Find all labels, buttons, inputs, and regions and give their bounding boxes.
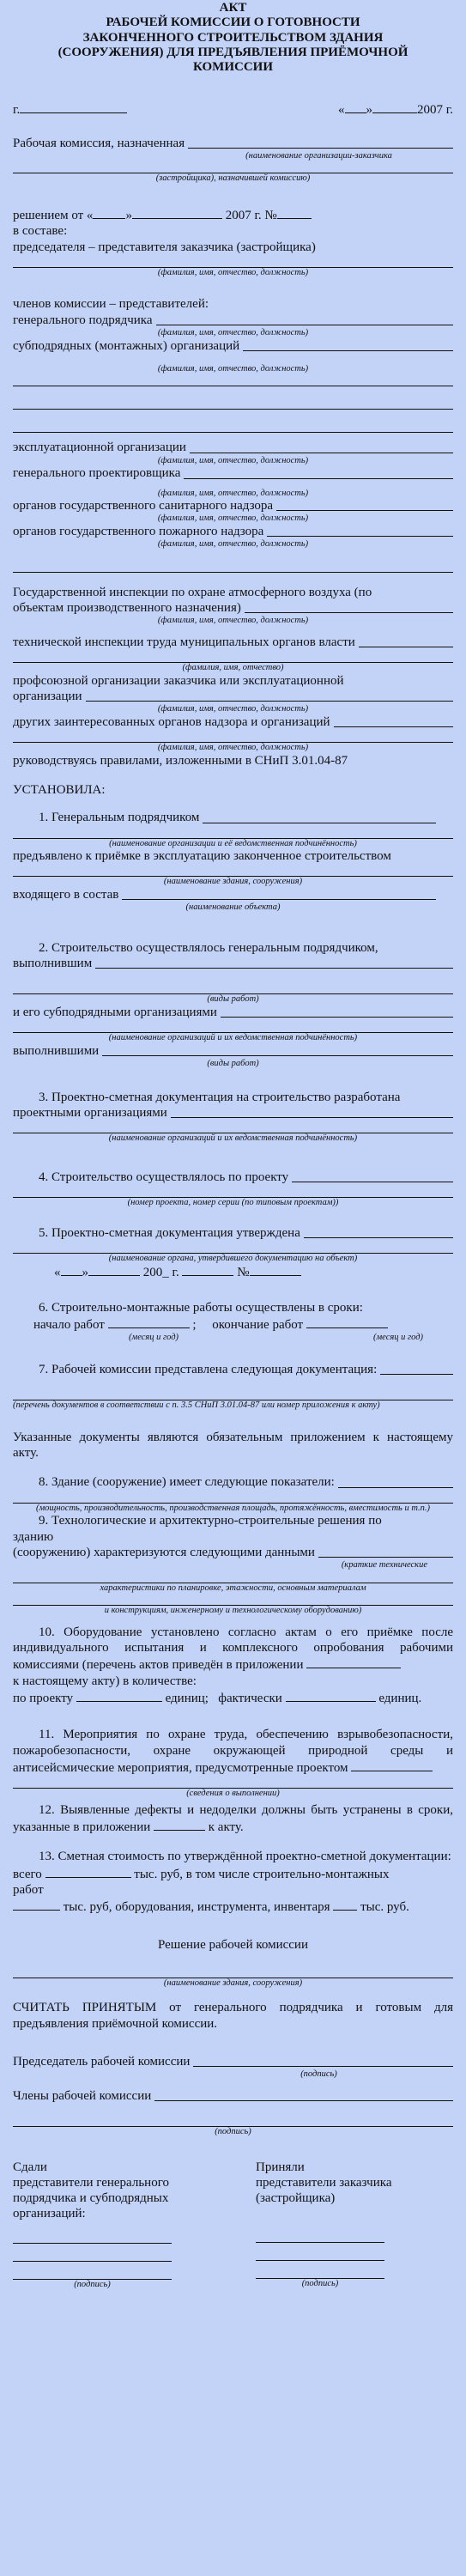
sanitary-label: органов государственного санитарного надзора [13,499,274,513]
p13-equipment: тыс. руб, оборудования, инструмента, инвентаря [63,1900,330,1915]
day-field[interactable] [345,100,366,113]
members-sign-field-2[interactable] [13,2114,453,2127]
hint-sign: (подпись) [300,2069,337,2080]
p5-date-row [13,1263,453,1280]
handed-title: Сдали [13,2160,47,2174]
p2-subs-label: и его субподрядными организациями [13,1005,217,1019]
p3-hint: (наименование организаций и их ведомственная подчинённость) [108,1133,358,1144]
decision-hint: (наименование здания, сооружения) [163,1978,303,1988]
other-field-2[interactable] [13,730,453,743]
labor-field[interactable] [359,635,453,647]
p1-field[interactable] [203,811,436,823]
p5-hint: (наименование органа, утвердившего документацию на объект) [108,1253,358,1263]
p5-day-field[interactable] [61,1263,82,1276]
p2-hint-works-2: (виды работ) [207,1059,259,1069]
p2-subs-row [13,1005,453,1020]
general-designer-label: генерального проектировщика [13,466,181,481]
operating-row [13,440,453,455]
p13-works: работ [13,1882,44,1897]
fire-row [13,524,453,539]
operating-label: эксплуатационной организации [13,440,186,455]
p11-field[interactable] [351,1759,433,1771]
p13-equipment-tail: тыс. руб. [360,1900,409,1915]
p2-works-field-2[interactable] [13,981,453,994]
chair-field[interactable] [13,255,453,268]
handed-text-1: представители генерального [13,2175,169,2190]
p1-label: 1. Генеральным подрядчиком [39,811,200,825]
p12-field[interactable] [154,1818,205,1831]
p8-field-2[interactable] [13,1491,453,1504]
p1-field-2[interactable] [13,826,453,839]
hint-org: (наименование организации-заказчика [245,150,392,161]
sanitary-field[interactable] [276,498,453,511]
p5-date-mid: » [82,1266,88,1280]
p9-hint2: характеристики по планировке, этажности, основным материалам [100,1583,366,1593]
decision-text: СЧИТАТЬ ПРИНЯТЫМ от генерального подрядчика и готовым для предъявления приёмочной комиссии. [13,2001,453,2031]
subcontractors-field-4[interactable] [13,420,453,433]
guided-text: руководствуясь правилами, изложенными в СНиП 3.01.04-87 [13,753,348,768]
p3-row [13,1105,453,1121]
handed-column [13,2160,210,2290]
members-sign-field[interactable] [154,2088,453,2101]
p4-row [13,1170,453,1185]
p1-text: предъявлено к приёмке в эксплуатацию законченное строительством [13,849,391,864]
p6-end-label: окончание работ [212,1318,304,1333]
members-sign-row [13,2088,453,2104]
hint-fio: (фамилия, имя, отчество, должность) [157,513,309,524]
chair-sign-field[interactable] [193,2054,453,2067]
labor-label: технической инспекции труда муниципальных органов власти [13,635,355,649]
p9-field-2[interactable] [13,1571,453,1583]
handed-text-3: организаций: [13,2207,86,2221]
atmosphere-label: объектам производственного назначения) [13,601,241,616]
atmosphere-row [13,600,453,616]
p1-hint2: (наименование здания, сооружения) [163,877,303,887]
city-field[interactable] [20,100,127,113]
p13-equipment-field[interactable] [333,1898,357,1911]
p12-text-content: 12. Выявленные дефекты и недоделки должны быть устранены в сроки, указанные в приложении [13,1802,453,1834]
p3-field-2[interactable] [13,1121,453,1133]
p9-text2: зданию [13,1529,54,1544]
hint-fio: (фамилия, имя, отчество, должность) [157,267,309,277]
accepted-sign-3[interactable] [256,2266,384,2279]
p1-hint3: (наименование объекта) [185,902,281,913]
hint-fio: (фамилия, имя, отчество, должность) [157,455,309,465]
chair-sign-row [13,2054,453,2069]
p6-start-field[interactable] [108,1315,190,1328]
p6-hints [13,1333,453,1343]
general-contractor-label: генерального подрядчика [13,313,153,327]
sanitary-row [13,498,453,513]
p5-num-spacer[interactable] [182,1263,233,1276]
p2-subs-works-label: выполнившими [13,1043,100,1058]
p4-hint: (номер проекта, номер серии (по типовым проектам)) [127,1198,339,1208]
p10-text-content: 10. Оборудование установлено согласно актам о его приёмке после индивидуального испытания и комплексного опробования рабочими комиссиями (перечень актов приведён в приложении [13,1625,453,1673]
handed-sign-2[interactable] [13,2249,172,2262]
p10-text [13,1625,453,1674]
accepted-text-2: (застройщика) [256,2191,336,2206]
p10-actual-label: фактически [218,1691,282,1705]
members-sign-label: Члены рабочей комиссии [13,2088,152,2103]
p9-field-3[interactable] [13,1593,453,1606]
p2-text1: 2. Строительство осуществлялось генеральным подрядчиком, [39,940,378,955]
p5-no: № [237,1266,250,1280]
p5-month-field[interactable] [88,1263,140,1276]
hint-sign: (подпись) [215,2127,251,2137]
hint-approved: (застройщика), назначившей комиссию) [155,173,311,184]
accepted-title: Приняли [256,2160,305,2174]
p7-hint: (перечень документов в соответствии с п. 3.5 СНиП 3.01.04-87 или номер приложения к акту) [13,1400,380,1411]
decision-month-field[interactable] [132,206,222,219]
p2-hint-works: (виды работ) [207,994,259,1005]
union-row [13,689,453,704]
p6-hint-end: (месяц и год) [372,1333,423,1343]
general-designer-field[interactable] [184,466,453,479]
p6-start-label: начало работ [33,1318,105,1333]
p3-text1: 3. Проектно-сметная документация на строительство разработана [39,1090,401,1104]
p5-year: 200_ г. [142,1266,179,1280]
p13-works-field[interactable] [13,1898,60,1911]
p5-field-2[interactable] [13,1241,453,1254]
p10-units2: единиц. [378,1691,422,1705]
union-label: организации [13,690,82,704]
p1-part-label: входящего в состав [13,887,119,902]
handed-text-2: подрядчика и субподрядных [13,2191,169,2206]
appointed-label: Рабочая комиссия, назначенная [13,136,185,150]
other-label: других заинтересованных органов надзора и организаций [13,714,330,729]
general-designer-row [13,465,453,481]
composition-label: в составе: [13,224,68,239]
p8-row [13,1474,453,1490]
fire-field-2[interactable] [13,560,453,573]
p9-hint1: (краткие технические [341,1560,427,1571]
title-line: КОМИССИИ [193,60,273,74]
p1-row [13,810,453,825]
hint-fio: (фамилия, имя, отчество, должность) [157,488,309,498]
p1-object-field[interactable] [122,887,436,900]
p4-label: 4. Строительство осуществлялось по проекту [39,1170,289,1184]
p10-text2: к настоящему акту) в количестве: [13,1674,197,1688]
hint-fio: (фамилия, имя, отчество, должность) [157,539,309,550]
p9-text1: 9. Технологические и архитектурно-строительные решения по [39,1514,382,1528]
p5-date-open: « [54,1266,61,1280]
document-title [13,0,453,75]
p9-label: (сооружению) характеризуются следующими данными [13,1545,315,1559]
atmosphere-line-1: Государственной инспекции по охране атмосферного воздуха (по [13,585,372,599]
p5-row [13,1225,453,1241]
p2-row [13,956,453,971]
p13-total-label: всего [13,1867,42,1881]
p2-label: выполнившим [13,957,93,971]
p11-hint: (сведения о выполнении) [186,1789,280,1799]
hint-sign: (подпись) [301,2279,339,2289]
decision-heading: Решение рабочей комиссии [158,1938,308,1953]
decision-day-field[interactable] [93,206,125,219]
labor-row [13,635,453,650]
chair-label: председателя – представителя заказчика (застройщика) [13,240,316,254]
p1-building-field[interactable] [13,864,453,877]
p3-field[interactable] [171,1105,453,1118]
date-year: 2007 г. [417,103,453,118]
p1-part-row [13,887,453,902]
fire-field[interactable] [267,524,453,537]
accepted-sign-1[interactable] [256,2230,384,2243]
place-date-row [13,100,453,118]
members-label: членов комиссии – представителей: [13,297,209,312]
p5-number-field[interactable] [250,1263,301,1276]
p10-actual-field[interactable] [286,1689,376,1702]
p13-equipment-row [13,1898,453,1915]
accepted-column [256,2160,453,2290]
p7-field[interactable] [380,1362,453,1375]
p12-text [13,1802,453,1836]
p9-row [13,1545,453,1560]
p6-hint-start: (месяц и год) [129,1333,179,1343]
hint-fio: (фамилия, имя, отчество, должность) [157,616,309,626]
p7-field-2[interactable] [13,1388,453,1400]
p8-label: 8. Здание (сооружение) имеет следующие показатели: [39,1475,335,1490]
p4-field[interactable] [292,1170,453,1182]
city-label: г. [13,103,21,118]
p11-field-2[interactable] [13,1776,453,1789]
handed-sign-1[interactable] [13,2231,172,2244]
accepted-text-1: представители заказчика [256,2175,392,2190]
subcontractors-field-3[interactable] [13,397,453,410]
subcontractors-label: субподрядных (монтажных) организаций [13,338,240,353]
subcontractors-field[interactable] [243,338,453,351]
union-field[interactable] [86,689,453,702]
p4-field-2[interactable] [13,1185,453,1198]
p10-project-label: по проекту [13,1691,74,1705]
hint-fio: (фамилия, имя, отчество, должность) [157,704,309,714]
operating-field[interactable] [190,440,453,453]
title-line: АКТ [219,1,247,15]
p10-units: единиц; [165,1691,209,1705]
decision-number-field[interactable] [277,206,312,219]
established-heading: УСТАНОВИЛА: [13,783,106,797]
title-line: ЗАКОНЧЕННОГО СТРОИТЕЛЬСТВОМ ЗДАНИЯ [82,30,384,45]
title-line: РАБОЧЕЙ КОМИССИИ О ГОТОВНОСТИ [106,15,360,30]
p13-rub: тыс. руб, в том числе строительно-монтажных [134,1867,390,1881]
hint-fio: (фамилия, имя, отчество, должность) [157,743,309,753]
hint-fio-short: (фамилия, имя, отчество) [182,663,284,673]
p13-total-row [13,1865,453,1882]
general-contractor-field[interactable] [156,313,453,325]
subcontractors-row [13,338,453,354]
p7-row [13,1362,453,1377]
p1-hint: (наименование организации и её ведомственная подчинённость) [109,838,357,848]
p12-tail: к акту. [208,1820,244,1834]
p7-appendix: Указанные документы являются обязательным приложением к настоящему акту. [13,1430,453,1461]
p13-total-field[interactable] [45,1865,131,1878]
atmosphere-field[interactable] [245,600,453,613]
p10-counts [13,1689,453,1706]
accepted-sign-2[interactable] [256,2248,384,2261]
appointed-row [13,136,453,151]
org-field-2[interactable] [13,161,453,173]
hint-fio: (фамилия, имя, отчество, должность) [157,327,309,337]
p2-subs-field[interactable] [221,1005,453,1018]
p2-subs-works-field[interactable] [102,1043,453,1056]
date-open: « [338,103,345,118]
p11-text [13,1727,453,1776]
p3-label: проектными организациями [13,1105,167,1120]
decision-year: 2007 г. № [225,208,277,222]
p2-subs-field-2[interactable] [13,1020,453,1033]
p6-text: 6. Строительно-монтажные работы осуществлены в сроки: [39,1300,363,1315]
p13-text: 13. Сметная стоимость по утверждённой проектно-сметной документации: [39,1850,451,1864]
p8-hint: (мощность, производительность, производственная площадь, протяжённость, вместимость и т.п.) [35,1503,431,1513]
handover-columns [13,2160,453,2290]
p2-hint-orgs: (наименование организаций и их ведомственная подчинённость) [108,1033,358,1043]
p10-project-field[interactable] [76,1689,162,1702]
fire-label: органов государственного пожарного надзора [13,524,264,538]
p6-row: начало работ ; окончание работ [13,1315,453,1333]
p10-appendix-field[interactable] [306,1656,401,1668]
p8-field[interactable] [338,1475,453,1488]
subcontractors-field-2[interactable] [13,374,453,386]
p6-end-field[interactable] [306,1315,388,1328]
month-field[interactable] [372,100,417,113]
decision-mid: » [125,208,132,222]
decision-row [13,206,453,223]
hint-fio: (фамилия, имя, отчество, должность) [157,363,309,374]
union-line-1: профсоюзной организации заказчика или эксплуатационной [13,673,344,688]
other-field[interactable] [334,714,453,727]
p2-works-field[interactable] [95,956,453,969]
labor-field-2[interactable] [13,650,453,663]
decision-building-field[interactable] [13,1965,453,1978]
p2-subs-works-row [13,1043,453,1059]
org-field[interactable] [188,136,453,149]
p5-field[interactable] [304,1225,453,1238]
hint-sign: (подпись) [74,2279,111,2289]
other-row [13,714,453,730]
chair-sign-label: Председатель рабочей комиссии [13,2054,191,2069]
title-line: (СООРУЖЕНИЯ) ДЛЯ ПРЕДЪЯВЛЕНИЯ ПРИЁМОЧНОЙ [57,45,409,59]
p11-text-content: 11. Мероприятия по охране труда, обеспечению взрывобезопасности, пожаробезопасности, охране окружающей природной среды и антисейсмические мероприятия, предусмотренные проектом [13,1728,453,1775]
date-mid: » [366,103,373,118]
p7-label: 7. Рабочей комиссии представлена следующая документация: [39,1362,378,1376]
handed-sign-3[interactable] [13,2267,172,2280]
p5-label: 5. Проектно-сметная документация утверждена [39,1225,300,1240]
general-contractor-row [13,313,453,328]
p9-field[interactable] [318,1545,453,1558]
p9-hint3: и конструкциям, инженерному и технологическому оборудованию) [104,1606,362,1616]
decision-prefix: решением от « [13,208,94,222]
